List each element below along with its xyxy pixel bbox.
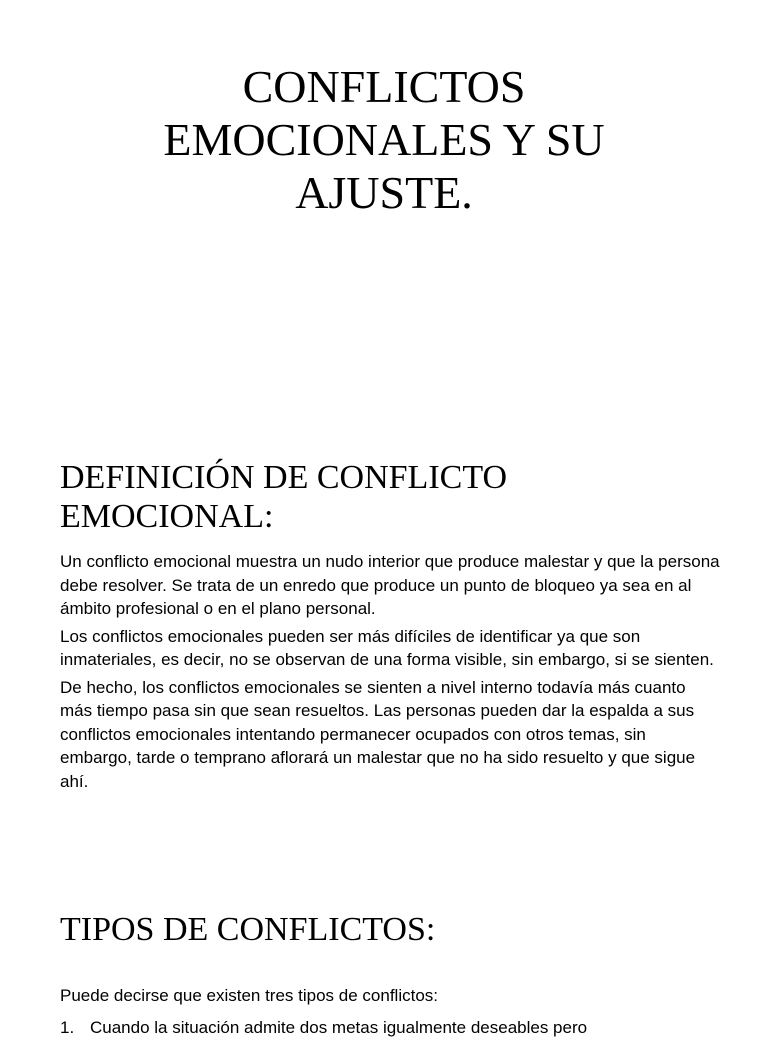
types-heading: TIPOS DE CONFLICTOS: [60,911,436,948]
definition-paragraph-2: Los conflictos emocionales pueden ser más difíciles de identificar ya que son inmateriales, es decir, no se observan de una forma visible, sin embargo, si se sienten. [60,626,714,669]
list-item-text: Cuando la situación admite dos metas igualmente deseables pero [90,1018,588,1037]
title-line-2: EMOCIONALES Y SU [163,114,605,165]
definition-body [60,550,720,797]
title-line-3: AJUSTE. [295,167,473,218]
list-item [60,1016,740,1040]
definition-heading-line-2: EMOCIONAL: [60,498,274,535]
definition-paragraph-3: De hecho, los conflictos emocionales se sienten a nivel interno todavía más cuanto más tiempo pasa sin que sean resueltos. Las personas pueden dar la espalda a sus conflictos emocionales intentando permanecer ocupados con otros temas, sin embargo, tarde o temprano aflorará un malestar que no ha sido resuelto y que sigue ahí. [60,677,696,791]
title-line-1: CONFLICTOS [242,61,526,112]
types-intro: Puede decirse que existen tres tipos de conflictos: [60,986,438,1005]
definition-heading-line-1: DEFINICIÓN DE CONFLICTO [60,459,508,496]
definition-paragraph-1: Un conflicto emocional muestra un nudo interior que produce malestar y que la persona debe resolver. Se trata de un enredo que produce un punto de bloqueo ya sea en al ámbito profesional o en el plano personal. [60,552,720,618]
definition-heading [60,458,507,536]
list-item-number: 1. [60,1018,75,1037]
types-body [60,984,720,1012]
page-title [0,60,768,219]
